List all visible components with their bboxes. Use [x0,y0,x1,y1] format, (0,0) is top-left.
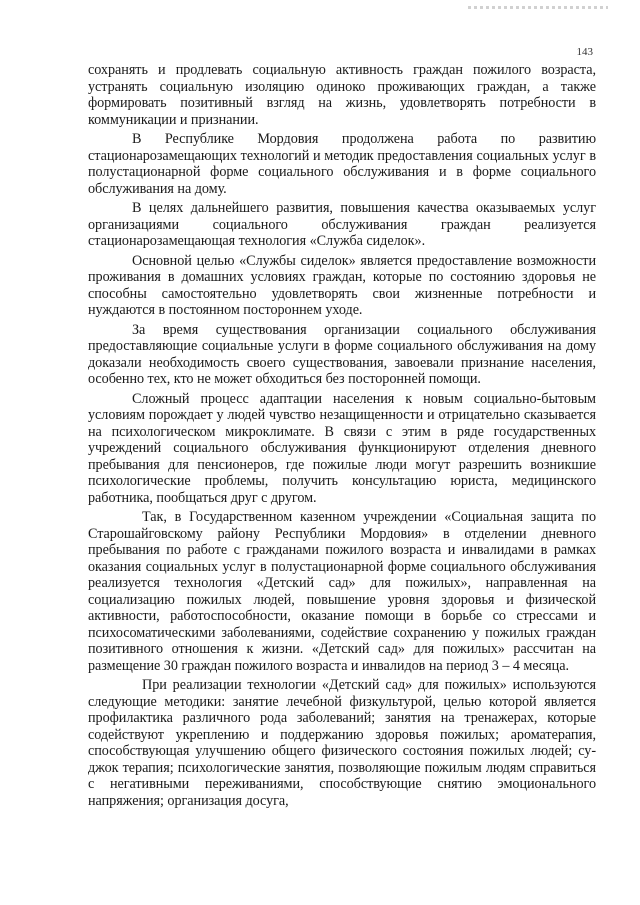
paragraph-caregiver-service: Основной целью «Службы сиделок» является предоставление возможности проживания в домашних условиях граждан, которые по состоянию здоровья не способны самостоятельно удовлетворять свои жизненные потребности и нуждаются в постоянном постороннем уходе. [88,252,596,318]
paragraph-adaptation: Сложный процесс адаптации населения к новым социально-бытовым условиям порождает у людей чувство незащищенности и отрицательно сказывается на психологическом микроклимате. В связи с этим в ряде государственных учреждений социального обслуживания функционируют отделения дневного пребывания для пенсионеров, где пожилые люди могут разрешить возникшие психологические проблемы, получить консультацию юриста, медицинского работника, пообщаться друг с другом. [88,390,596,506]
paragraph-development-goals: В целях дальнейшего развития, повышения качества оказываемых услуг организациями социального обслуживания граждан реализуется стационарозамещающая технология «Служба сиделок». [88,200,596,249]
paragraph-continuation: сохранять и продлевать социальную активность граждан пожилого возраста, устранять социальную изоляцию одиноко проживающих граждан, а также формировать позитивный взгляд на жизнь, удовлетворять потребности в коммуникации и признании. [88,62,596,128]
paragraph-mordovia-work: В Республике Мордовия продолжена работа по развитию стационарозамещающих технологий и методик предоставления социальных услуг в полустационарной форме социального обслуживания и в форме социального обслуживания на дому. [88,131,596,197]
page-number: 143 [576,46,593,58]
paragraph-methods: При реализации технологии «Детский сад» для пожилых» используются следующие методики: занятие лечебной физкультурой, целью которой является профилактика различного рода заболеваний; занятия на тренажерах, которые содействуют укреплению и поддержанию здоровья пожилых; ароматерапия, способствующая улучшению общего физического состояния пожилых людей; су-джок терапия; психологические занятия, позволяющие пожилым людям справиться с негативными переживаниями, способствующие снятию эмоционального напряжения; организация досуга, [88,677,596,809]
body-text [88,62,596,812]
scan-artifact [468,6,608,9]
paragraph-home-service-history: За время существования организации социального обслуживания предоставляющие социальные услуги в форме социального обслуживания на дому доказали необходимость своего существования, завоевали признание населения, особенно тех, кто не может обходиться без посторонней помощи. [88,321,596,387]
paragraph-starshaygovo-example: Так, в Государственном казенном учреждении «Социальная защита по Старошайговскому району Республики Мордовия» в отделении дневного пребывания по работе с гражданами пожилого возраста и инвалидами в рамках оказания социальных услуг в полустационарной форме социального обслуживания реализуется технология «Детский сад» для пожилых», направленная на социализацию пожилых людей, повышение уровня здоровья и физической активности, работоспособности, оказание помощи в борьбе со стрессами и психосоматическими заболеваниями, содействие сохранению у пожилых граждан позитивного отношения к жизни. «Детский сад» для пожилых» рассчитан на размещение 30 граждан пожилого возраста и инвалидов на период 3 – 4 месяца. [88,509,596,674]
